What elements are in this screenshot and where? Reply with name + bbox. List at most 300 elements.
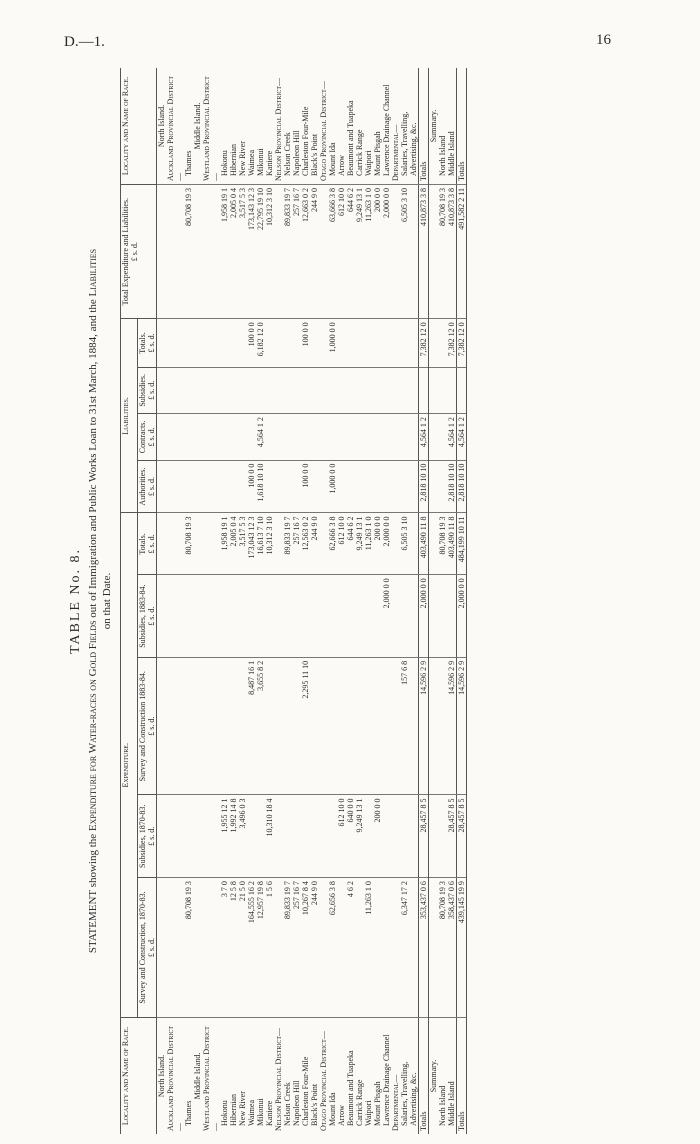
row-locality: New River [238, 1018, 247, 1135]
row-value: 1,992 14 8 [229, 795, 238, 878]
row-value: 200 0 0 [373, 513, 382, 575]
table-row [382, 68, 391, 1134]
row-value [166, 414, 184, 461]
row-value [256, 367, 265, 414]
row-locality: Hibernian [229, 1018, 238, 1135]
row-locality-right: Kaniere [265, 68, 274, 185]
row-locality-right: Lawrence Drainage Channel [382, 68, 391, 185]
title-liabilities: Liabilities [87, 248, 99, 297]
row-value: 22,795 19 10 [256, 185, 265, 319]
row-value: 1,955 12 1 [220, 795, 229, 878]
row-locality: Salaries, Travelling, Advertising, &c. [400, 1018, 419, 1135]
row-locality-right: Departmental— [391, 68, 400, 185]
row-value [382, 795, 391, 878]
row-value [391, 185, 400, 319]
row-value [328, 575, 337, 658]
row-value [193, 460, 202, 513]
col-exp-totals: Totals. £ s. d. [138, 513, 157, 575]
row-value: 3,517 5 3 [238, 513, 247, 575]
row-locality: Beaumont and Tuapeka [346, 1018, 355, 1135]
row-value [337, 367, 346, 414]
row-value [157, 367, 167, 414]
row-value [364, 795, 373, 878]
row-locality-right: Totals [457, 68, 467, 185]
row-value [166, 367, 184, 414]
row-value [283, 367, 292, 414]
row-value: 1,618 10 10 [256, 460, 265, 513]
row-value: 7,382 12 0 [447, 319, 457, 367]
row-value: 9,249 13 1 [355, 513, 364, 575]
row-value: 9,249 13 1 [355, 185, 364, 319]
col-subsidies-8384: Subsidies, 1883-84. £ s. d. [138, 575, 157, 658]
row-value [265, 657, 274, 795]
row-value: 439,145 19 9 [457, 878, 467, 1018]
row-value [429, 513, 439, 575]
col-locality: Locality and Name of Race. [121, 1018, 157, 1135]
row-locality-right: Westland Provincial District— [202, 68, 220, 185]
row-value [400, 575, 419, 658]
row-value [355, 414, 364, 461]
row-value [283, 460, 292, 513]
row-value [247, 367, 256, 414]
row-value [157, 878, 167, 1018]
row-value [319, 414, 328, 461]
row-locality-right: Middle Island [447, 68, 457, 185]
row-locality-right: Carrick Range [355, 68, 364, 185]
row-value: 2,818 10 10 [447, 460, 457, 513]
row-value [265, 460, 274, 513]
row-value [301, 414, 310, 461]
row-value [346, 575, 355, 658]
row-value: 100 0 0 [247, 319, 256, 367]
col-total-exp-liab: Total Expenditure and Liabilities. £ s. d. [121, 185, 157, 319]
row-value [274, 878, 283, 1018]
row-value: 353,437 0 6 [419, 878, 429, 1018]
row-value [328, 795, 337, 878]
row-value: 403,490 11 8 [419, 513, 429, 575]
row-value [310, 319, 319, 367]
row-value [202, 367, 220, 414]
row-value: 10,267 8 4 [301, 878, 310, 1018]
row-value [202, 185, 220, 319]
row-value [391, 657, 400, 795]
table-row [220, 68, 229, 1134]
row-value: 1 5 6 [265, 878, 274, 1018]
row-value [229, 414, 238, 461]
table-row [283, 68, 292, 1134]
row-value: 173,143 12 3 [247, 185, 256, 319]
row-value: 491,582 2 11 [457, 185, 467, 319]
row-value [391, 460, 400, 513]
row-value [292, 319, 301, 367]
row-value [391, 414, 400, 461]
row-value [193, 657, 202, 795]
table-row [238, 68, 247, 1134]
row-value: 6,505 3 10 [400, 185, 419, 319]
row-value: 8,487 16 1 [247, 657, 256, 795]
row-value [202, 657, 220, 795]
row-value [184, 795, 193, 878]
row-value [319, 657, 328, 795]
table-row [184, 68, 193, 1134]
row-value: 14,596 2 9 [447, 657, 457, 795]
row-value [310, 657, 319, 795]
row-value: 644 6 2 [346, 513, 355, 575]
row-value [202, 878, 220, 1018]
section-heading-row [319, 68, 328, 1134]
row-locality-right: Summary. [429, 68, 439, 185]
row-value [391, 575, 400, 658]
row-locality: Waipori [364, 1018, 373, 1135]
row-value: 10,310 18 4 [265, 795, 274, 878]
row-value [166, 657, 184, 795]
table-row [301, 68, 310, 1134]
row-value [274, 575, 283, 658]
row-value: 257 16 7 [292, 878, 301, 1018]
row-locality-right: Charleston Four-Mile [301, 68, 310, 185]
row-value: 157 6 8 [400, 657, 419, 795]
row-value: 244 9 0 [310, 878, 319, 1018]
table-body [157, 68, 467, 1134]
row-value [157, 657, 167, 795]
row-locality: Charleston Four-Mile [301, 1018, 310, 1135]
row-value: 3,496 0 3 [238, 795, 247, 878]
row-locality: Nelson Provincial District— [274, 1018, 283, 1135]
row-value [364, 367, 373, 414]
row-value [429, 460, 439, 513]
row-locality: Napoleon Hill [292, 1018, 301, 1135]
row-locality-right: New River [238, 68, 247, 185]
row-value [457, 367, 467, 414]
row-value: 9,249 13 1 [355, 795, 364, 878]
table-row [355, 68, 364, 1134]
row-value [166, 460, 184, 513]
row-value [283, 414, 292, 461]
row-value: 62,656 3 8 [328, 878, 337, 1018]
table-row [438, 68, 447, 1134]
row-value [157, 319, 167, 367]
rotated-table-page [68, 68, 678, 1134]
row-value [373, 878, 382, 1018]
col-subsidies: Subsidies. £ s. d. [138, 367, 157, 414]
row-value: 100 0 0 [301, 460, 310, 513]
row-locality: Middle Island [447, 1018, 457, 1135]
row-value: 7,382 12 0 [419, 319, 429, 367]
row-value: 410,873 3 8 [419, 185, 429, 319]
row-value [319, 878, 328, 1018]
row-value [319, 513, 328, 575]
row-value [157, 460, 167, 513]
row-locality-right: Mount Ida [328, 68, 337, 185]
row-value [166, 878, 184, 1018]
table-row [400, 68, 419, 1134]
row-value: 10,312 3 10 [265, 185, 274, 319]
table-row [447, 68, 457, 1134]
row-value [382, 414, 391, 461]
row-value [373, 414, 382, 461]
row-value [238, 657, 247, 795]
title-suffix: out of Immigration and Public Works Loan to 31st March, 1884, and the [87, 299, 99, 618]
row-locality: Black's Point [310, 1018, 319, 1135]
row-value: 2,000 0 0 [457, 575, 467, 658]
row-value [184, 367, 193, 414]
row-locality: North Island [438, 1018, 447, 1135]
row-value [429, 795, 439, 878]
table-row [256, 68, 265, 1134]
row-value [382, 460, 391, 513]
row-value [391, 513, 400, 575]
row-locality-right: Nelson Creek [283, 68, 292, 185]
row-value: 80,708 19 3 [438, 185, 447, 319]
row-value [283, 575, 292, 658]
title-main: Expenditure for Water-races on Gold Fields [87, 620, 99, 832]
totals-row [419, 68, 429, 1134]
table-row [328, 68, 337, 1134]
row-value [229, 460, 238, 513]
row-locality-right: Black's Point [310, 68, 319, 185]
row-value [391, 795, 400, 878]
table-row [265, 68, 274, 1134]
row-value [157, 414, 167, 461]
row-value [429, 185, 439, 319]
row-value [355, 878, 364, 1018]
row-value: 4,564 1 2 [447, 414, 457, 461]
row-value [274, 414, 283, 461]
row-value: 12,957 19 8 [256, 878, 265, 1018]
row-value [265, 319, 274, 367]
row-value [283, 795, 292, 878]
row-value [166, 795, 184, 878]
row-locality-right: Thames [184, 68, 193, 185]
row-value: 80,708 19 3 [438, 878, 447, 1018]
row-value: 612 10 0 [337, 795, 346, 878]
row-value [238, 460, 247, 513]
row-value: 6,182 12 0 [256, 319, 265, 367]
row-value [328, 657, 337, 795]
row-locality: Arrow [337, 1018, 346, 1135]
section-heading-row [157, 68, 167, 1134]
row-value: 1,000 0 0 [328, 460, 337, 513]
row-value [429, 657, 439, 795]
row-locality: Westland Provincial District— [202, 1018, 220, 1135]
row-value [157, 513, 167, 575]
row-value [429, 367, 439, 414]
row-value [310, 367, 319, 414]
row-value: 200 0 0 [373, 795, 382, 878]
row-locality: Mikonui [256, 1018, 265, 1135]
row-value [265, 367, 274, 414]
row-value: 1,958 19 1 [220, 185, 229, 319]
row-value [429, 575, 439, 658]
row-locality: North Island. [157, 1018, 167, 1135]
row-value [391, 367, 400, 414]
row-locality-right: North Island [438, 68, 447, 185]
row-value [220, 575, 229, 658]
col-contracts: Contracts. £ s. d. [138, 414, 157, 461]
row-value: 7,382 12 0 [457, 319, 467, 367]
row-value [310, 795, 319, 878]
row-value [429, 414, 439, 461]
row-value: 612 10 0 [337, 513, 346, 575]
row-value: 80,708 19 3 [184, 878, 193, 1018]
row-value [256, 795, 265, 878]
row-value: 80,708 19 3 [184, 513, 193, 575]
page-code: D.—1. [64, 34, 105, 50]
row-value [373, 460, 382, 513]
row-value: 63,666 3 8 [328, 185, 337, 319]
row-value [184, 575, 193, 658]
row-value [292, 460, 301, 513]
row-value [346, 657, 355, 795]
row-value [419, 367, 429, 414]
row-value: 11,263 1 0 [364, 513, 373, 575]
row-value [184, 319, 193, 367]
row-value: 410,873 3 8 [447, 185, 457, 319]
row-value [373, 367, 382, 414]
row-value [283, 657, 292, 795]
row-value: 244 9 0 [310, 513, 319, 575]
row-value [292, 657, 301, 795]
row-value [193, 513, 202, 575]
row-value [310, 575, 319, 658]
row-value [166, 319, 184, 367]
row-value [355, 575, 364, 658]
row-value: 2,295 11 10 [301, 657, 310, 795]
row-value: 358,437 0 6 [447, 878, 457, 1018]
row-value [229, 319, 238, 367]
row-value [400, 414, 419, 461]
table-row [292, 68, 301, 1134]
row-value: 3 7 0 [220, 878, 229, 1018]
row-locality: Thames [184, 1018, 193, 1135]
row-value: 257 16 7 [292, 185, 301, 319]
table-row [247, 68, 256, 1134]
row-value: 4 6 2 [346, 878, 355, 1018]
row-value [193, 185, 202, 319]
row-value [202, 414, 220, 461]
col-survey-construction: Survey and Construction, 1870-83. £ s. d. [138, 878, 157, 1018]
row-locality-right: Totals [419, 68, 429, 185]
group-liabilities: Liabilities. [121, 319, 138, 513]
row-value [283, 319, 292, 367]
row-value [193, 414, 202, 461]
row-value [438, 319, 447, 367]
table-title [86, 68, 114, 1134]
row-value [292, 795, 301, 878]
row-value: 2,005 0 4 [229, 513, 238, 575]
row-value: 1,000 0 0 [328, 319, 337, 367]
row-value [310, 414, 319, 461]
row-value [229, 657, 238, 795]
row-locality: Otago Provincial District— [319, 1018, 328, 1135]
row-value [337, 414, 346, 461]
row-value: 80,708 19 3 [184, 185, 193, 319]
row-value [220, 657, 229, 795]
row-value [438, 414, 447, 461]
row-value: 644 6 2 [346, 185, 355, 319]
row-value: 80,708 19 3 [438, 513, 447, 575]
row-value [229, 367, 238, 414]
row-value [193, 795, 202, 878]
row-value [301, 575, 310, 658]
col-authorities: Authorities. £ s. d. [138, 460, 157, 513]
row-value [400, 319, 419, 367]
col-liab-totals: Totals. £ s. d. [138, 319, 157, 367]
row-locality-right: Arrow [337, 68, 346, 185]
row-locality-right: Beaumont and Tuapeka [346, 68, 355, 185]
row-value: 12 5 8 [229, 878, 238, 1018]
page-number: 16 [596, 32, 611, 48]
row-value [400, 367, 419, 414]
row-value [238, 575, 247, 658]
row-value [337, 657, 346, 795]
row-value [355, 460, 364, 513]
row-value [364, 414, 373, 461]
row-value [391, 878, 400, 1018]
row-value: 4,564 1 2 [419, 414, 429, 461]
row-value [202, 513, 220, 575]
row-value: 12,663 0 2 [301, 185, 310, 319]
row-locality: Departmental— [391, 1018, 400, 1135]
row-value [274, 657, 283, 795]
row-value: 173,043 12 3 [247, 513, 256, 575]
row-locality: Summary. [429, 1018, 439, 1135]
row-value [220, 319, 229, 367]
row-value [193, 575, 202, 658]
row-value [382, 657, 391, 795]
row-value [337, 460, 346, 513]
row-value [319, 319, 328, 367]
row-value: 6,505 3 10 [400, 513, 419, 575]
section-heading-row [166, 68, 184, 1134]
row-value: 11,263 1 0 [364, 878, 373, 1018]
col-locality-right: Locality and Name of Race. [121, 68, 157, 185]
row-value: 3,517 5 3 [238, 185, 247, 319]
row-value [229, 575, 238, 658]
row-value [193, 319, 202, 367]
row-value: 6,347 17 2 [400, 878, 419, 1018]
row-value: 2,000 0 0 [382, 513, 391, 575]
row-locality: Kaniere [265, 1018, 274, 1135]
row-value: 28,457 8 5 [457, 795, 467, 878]
row-value [274, 319, 283, 367]
row-value [382, 367, 391, 414]
row-value: 12,563 0 2 [301, 513, 310, 575]
title-end: on that Date. [101, 572, 113, 630]
row-value [373, 319, 382, 367]
row-value: 10,312 3 10 [265, 513, 274, 575]
row-value [355, 367, 364, 414]
row-value [364, 575, 373, 658]
row-locality-right: Otago Provincial District— [319, 68, 328, 185]
row-value: 2,000 0 0 [382, 185, 391, 319]
row-value [274, 513, 283, 575]
row-value [319, 367, 328, 414]
row-value [382, 319, 391, 367]
totals-row [457, 68, 467, 1134]
row-value [328, 414, 337, 461]
water-races-table [120, 68, 467, 1134]
row-value [400, 460, 419, 513]
row-value [256, 575, 265, 658]
row-value [319, 795, 328, 878]
row-value [292, 367, 301, 414]
row-value: 2,818 10 10 [419, 460, 429, 513]
row-locality: Carrick Range [355, 1018, 364, 1135]
row-value [274, 795, 283, 878]
row-value: 100 0 0 [247, 460, 256, 513]
row-value: 640 0 0 [346, 795, 355, 878]
